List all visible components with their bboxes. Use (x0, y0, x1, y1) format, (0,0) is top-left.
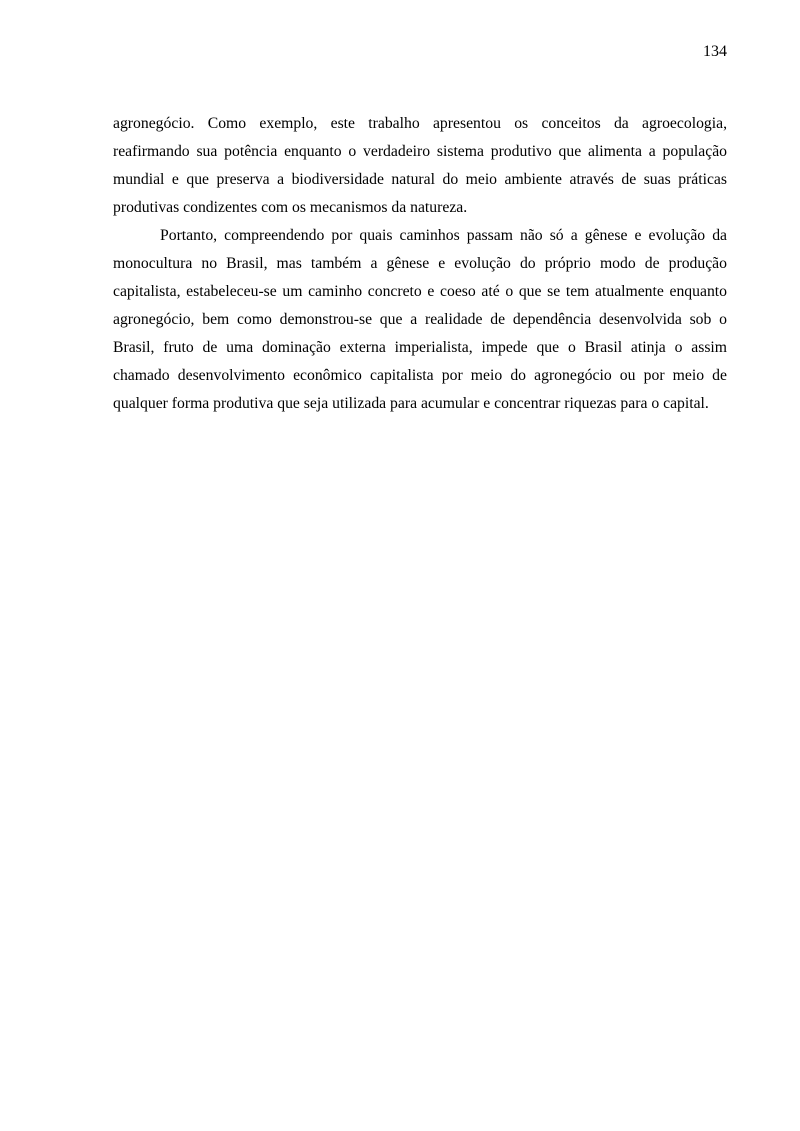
text-line: Brasil, fruto de uma dominação externa imperialista, impede que o Brasil atinja o assim (113, 339, 727, 356)
paragraph (113, 222, 727, 418)
text-line: capitalista, estabeleceu-se um caminho concreto e coeso até o que se tem atualmente enquanto (113, 283, 727, 300)
text-line: Portanto, compreendendo por quais caminhos passam não só a gênese e evolução da (160, 227, 727, 244)
text-line: reafirmando sua potência enquanto o verdadeiro sistema produtivo que alimenta a população (113, 143, 727, 160)
text-line: mundial e que preserva a biodiversidade natural do meio ambiente através de suas práticas (113, 171, 727, 188)
text-line: produtivas condizentes com os mecanismos da natureza. (113, 199, 468, 216)
text-line: chamado desenvolvimento econômico capitalista por meio do agronegócio ou por meio de (113, 367, 727, 384)
text-line: agronegócio, bem como demonstrou-se que a realidade de dependência desenvolvida sob o (113, 311, 727, 328)
text-line: qualquer forma produtiva que seja utilizada para acumular e concentrar riquezas para o capital. (113, 395, 709, 412)
text-block (113, 110, 727, 418)
paragraph (113, 110, 727, 222)
page-number: 134 (703, 43, 727, 60)
text-line: agronegócio. Como exemplo, este trabalho apresentou os conceitos da agroecologia, (113, 115, 727, 132)
text-line: monocultura no Brasil, mas também a gênese e evolução do próprio modo de produção (113, 255, 727, 272)
